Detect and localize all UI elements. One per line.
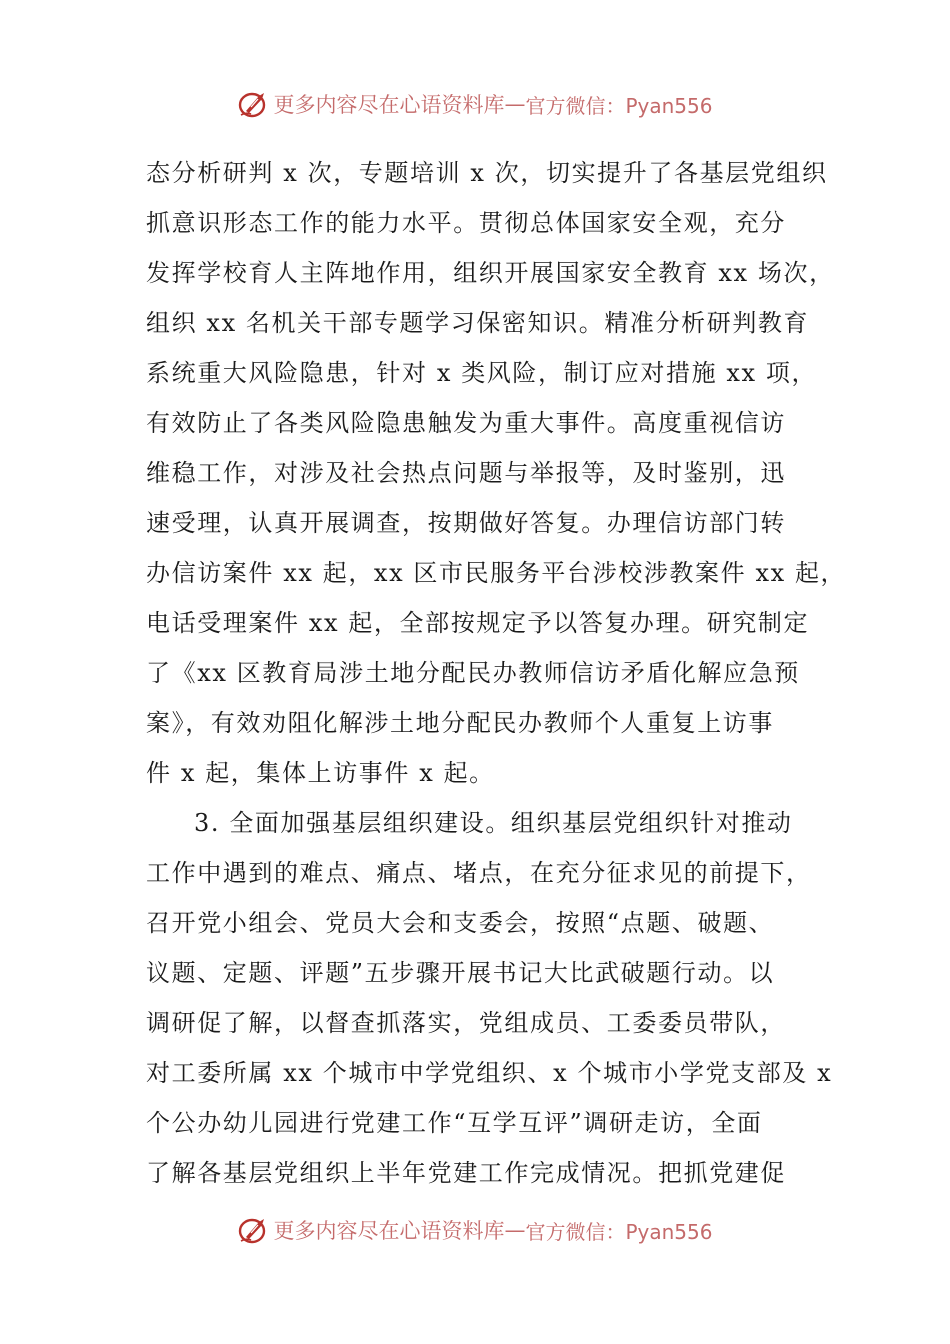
body-line: 件 x 起，集体上访事件 x 起。 [146,759,495,787]
body-line: 工作中遇到的难点、痛点、堵点，在充分征求见的前提下， [146,859,812,887]
banner-brand-text: 更多内容尽在心语资料库 [273,1219,505,1243]
banner-contact-text: 官方微信：Pyan556 [525,93,713,118]
body-line: 了《xx 区教育局涉土地分配民办教师信访矛盾化解应急预 [146,659,800,687]
body-line: 维稳工作，对涉及社会热点问题与举报等，及时鉴别，迅 [146,459,786,487]
document-body [146,148,847,1198]
body-line: 态分析研判 x 次，专题培训 x 次，切实提升了各基层党组织 [146,159,828,187]
body-line: 抓意识形态工作的能力水平。贯彻总体国家安全观，充分 [146,209,786,237]
banner-separator: — [504,1218,526,1242]
body-line: 发挥学校育人主阵地作用，组织开展国家安全教育 xx 场次， [146,259,835,287]
body-line: 速受理，认真开展调查，按期做好答复。办理信访部门转 [146,509,786,537]
header-banner [0,84,950,124]
section-heading-line: 3. 全面加强基层组织建设。组织基层党组织针对推动 [194,809,793,837]
body-line: 对工委所属 xx 个城市中学党组织、x 个城市小学党支部及 x [146,1059,833,1087]
body-line: 议题、定题、评题”五步骤开展书记大比武破题行动。以 [146,959,775,987]
body-line: 个公办幼儿园进行党建工作“互学互评”调研走访，全面 [146,1109,763,1137]
body-line: 有效防止了各类风险隐患触发为重大事件。高度重视信访 [146,409,786,437]
body-line: 办信访案件 xx 起，xx 区市民服务平台涉校涉教案件 xx 起， [146,559,847,587]
pen-logo-icon [237,1213,271,1247]
banner-separator: — [504,92,526,116]
body-line: 了解各基层党组织上半年党建工作完成情况。把抓党建促 [146,1159,786,1187]
pen-logo-icon [237,87,271,121]
body-line: 电话受理案件 xx 起，全部按规定予以答复办理。研究制定 [146,609,810,637]
body-line: 召开党小组会、党员大会和支委会，按照“点题、破题、 [146,909,775,937]
banner-brand-text: 更多内容尽在心语资料库 [273,93,505,117]
body-line: 系统重大风险隐患，针对 x 类风险，制订应对措施 xx 项， [146,359,818,387]
body-line: 组织 xx 名机关干部专题学习保密知识。精准分析研判教育 [146,309,810,337]
body-line: 案》，有效劝阻化解涉土地分配民办教师个人重复上访事 [146,709,774,737]
footer-banner [0,1210,950,1250]
body-line: 调研促了解，以督查抓落实，党组成员、工委委员带队， [146,1009,786,1037]
banner-contact-text: 官方微信：Pyan556 [525,1219,713,1244]
